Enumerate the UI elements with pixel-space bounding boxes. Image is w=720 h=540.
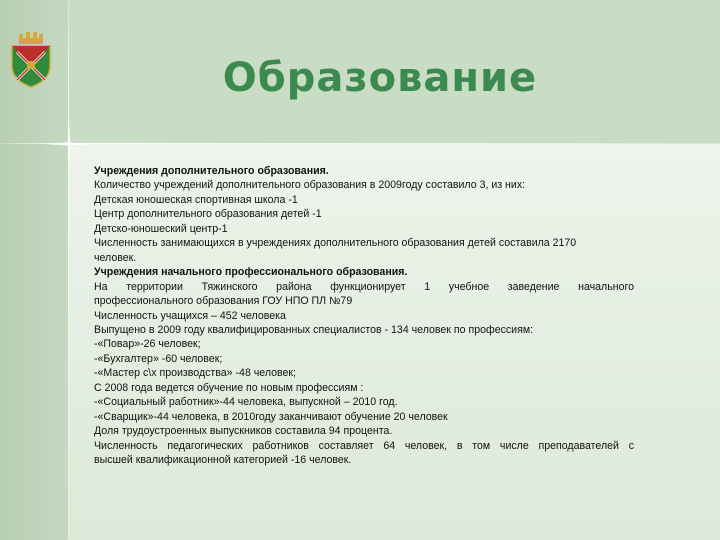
vertical-divider [68,0,69,540]
text-line: -«Мастер с\х производства» -48 человек; [94,367,297,380]
sparkle-star-icon [44,120,94,168]
text-line: -«Повар»-26 человек; [94,338,201,351]
text-line: Количество учреждений дополнительного образования в 2009году составило 3, из них: [94,179,526,192]
text-line: Численность педагогических работников составляет 64 человек, в том числе преподавателей с [94,439,634,452]
text-line: -«Бухгалтер» -60 человек; [94,352,223,365]
text-line: На территории Тяжинского района функционирует 1 учебное заведение начального [94,280,634,293]
page-title: Образование [222,55,538,101]
text-line: Численность занимающихся в учреждениях дополнительного образования детей составила 2170 [94,237,577,250]
coat-of-arms-icon [8,32,54,88]
text-line: -«Сварщик»-44 человека, в 2010году заканчивают обучение 20 человек [94,410,448,423]
text-line: высшей квалификационной категорией -16 человек. [94,454,352,467]
text-line: профессионального образования ГОУ НПО ПЛ №79 [94,295,353,308]
body-text [94,164,634,468]
text-line: Выпущено в 2009 году квалифицированных специалистов - 134 человек по профессиям: [94,323,534,336]
section-heading: Учреждения дополнительного образования. [94,165,329,177]
text-line: человек. [94,251,137,264]
horizontal-divider [0,143,720,144]
text-line: Центр дополнительного образования детей -1 [94,208,322,221]
text-line: Детская юношеская спортивная школа -1 [94,193,298,206]
text-line: Численность учащихся – 452 человека [94,309,286,322]
text-line: Детско-юношеский центр-1 [94,222,228,235]
text-line: -«Социальный работник»-44 человека, выпускной – 2010 год. [94,396,398,409]
section-heading: Учреждения начального профессионального образования. [94,266,408,279]
text-line: С 2008 года ведется обучение по новым профессиям : [94,381,364,394]
text-line: Доля трудоустроенных выпускников составила 94 процента. [94,425,393,438]
crown-icon [19,32,43,44]
